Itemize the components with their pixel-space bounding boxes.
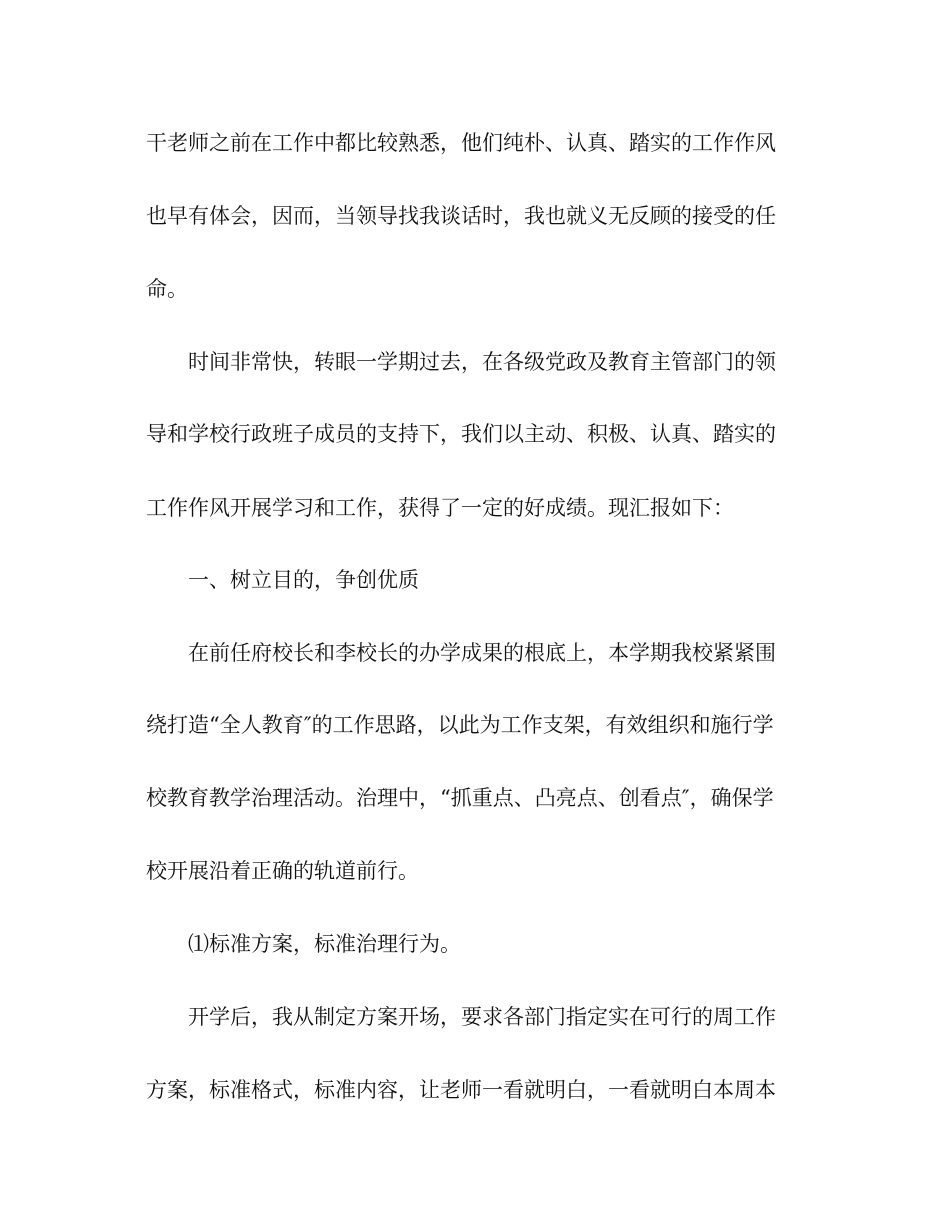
paragraph-line: 方案，标准格式，标准内容，让老师一看就明白，一看就明白本周本 [146,1078,776,1102]
paragraph-line: 导和学校行政班子成员的支持下，我们以主动、积极、认真、踏实的 [146,422,776,446]
paragraph-line: 校开展沿着正确的轨道前行。 [146,859,419,883]
paragraph-line: 校教育教学治理活动。治理中，“抓重点、凸亮点、创看点″，确保学 [146,786,774,810]
paragraph-line: 也早有体会，因而，当领导找我谈话时，我也就义无反顾的接受的任 [146,204,776,228]
paragraph-line: 时间非常快，转眼一学期过去，在各级党政及教育主管部门的领 [188,350,776,374]
paragraph-line: 工作作风开展学习和工作，获得了一定的好成绩。现汇报如下： [146,496,734,520]
subsection-heading: ⑴标准方案，标准治理行为。 [188,932,461,956]
paragraph-line: 绕打造“全人教育″的工作思路，以此为工作支架，有效组织和施行学 [146,713,774,737]
paragraph-line: 在前任府校长和李校长的办学成果的根底上，本学期我校紧紧围 [188,641,776,665]
paragraph-line: 命。 [146,277,188,301]
paragraph-line: 开学后，我从制定方案开场，要求各部门指定实在可行的周工作 [188,1005,776,1029]
section-heading: 一、树立目的，争创优质 [188,568,419,592]
paragraph-line: 干老师之前在工作中都比较熟悉，他们纯朴、认真、踏实的工作作风 [146,131,776,155]
